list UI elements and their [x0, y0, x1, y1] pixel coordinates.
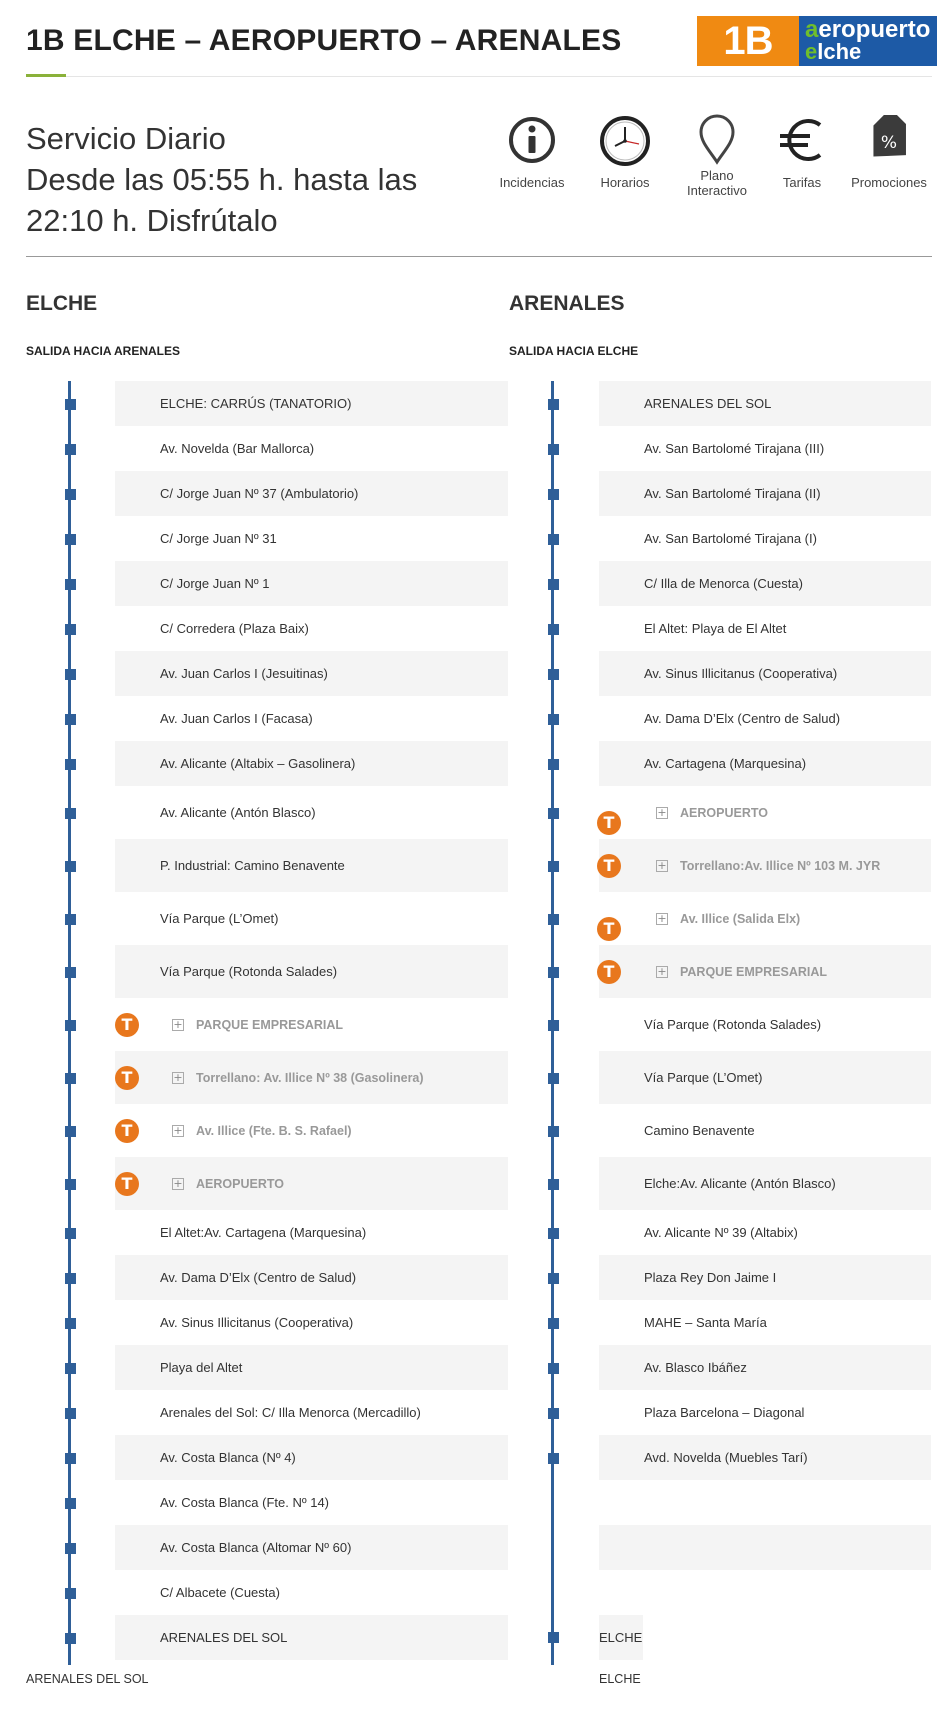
title-divider: [26, 76, 932, 77]
horarios-label: Horarios: [600, 175, 650, 190]
right-end-label: ELCHE: [599, 1672, 641, 1686]
info-icon: [507, 115, 557, 165]
stop-name: Elche:Av. Alicante (Antón Blasco): [644, 1176, 836, 1191]
tram-icon: T: [115, 1172, 139, 1196]
stop-name: Av. Juan Carlos I (Jesuitinas): [160, 666, 328, 681]
stop-item: [115, 471, 508, 516]
expand-icon[interactable]: +: [657, 964, 667, 978]
stop-item: [115, 606, 508, 651]
stop-item: [115, 1255, 508, 1300]
service-line-2: Desde las 05:55 h. hasta las: [26, 162, 418, 197]
stop-name: P. Industrial: Camino Benavente: [160, 858, 345, 873]
right-subheading: SALIDA HACIA ELCHE: [509, 344, 639, 358]
service-line-1: Servicio Diario: [26, 121, 226, 156]
stop-name: Av. Dama D’Elx (Centro de Salud): [160, 1270, 357, 1285]
tarifas-label: Tarifas: [782, 175, 822, 190]
service-description: [26, 118, 417, 241]
euro-icon: [776, 115, 828, 165]
expand-icon[interactable]: +: [657, 911, 667, 925]
stop-item: [599, 1300, 931, 1345]
stop-item: [115, 1570, 508, 1615]
clock-icon: [599, 115, 651, 167]
stop-name: Av. Alicante (Antón Blasco): [160, 805, 316, 820]
stop-name: Arenales del Sol: C/ Illa Menorca (Mercadillo): [160, 1405, 421, 1420]
promociones-label: Promociones: [851, 175, 927, 190]
stop-name: Av. Costa Blanca (Altomar Nº 60): [160, 1540, 352, 1555]
stop-name: Av. Sinus Illicitanus (Cooperativa): [644, 666, 838, 681]
stop-item: [115, 1345, 508, 1390]
tram-connection-item[interactable]: [115, 998, 508, 1051]
stop-name: PARQUE EMPRESARIAL: [680, 964, 828, 979]
stop-item: [599, 1390, 931, 1435]
stop-name: Av. Illice (Fte. B. S. Rafael): [196, 1123, 352, 1138]
stop-item: [599, 1435, 931, 1480]
stop-name: ELCHE: [599, 1630, 643, 1645]
expand-icon[interactable]: +: [173, 1070, 183, 1084]
route-line-right: [551, 381, 554, 1665]
stop-item: [599, 1157, 931, 1210]
stop-item: [599, 1051, 931, 1104]
stop-item: [115, 426, 508, 471]
left-heading: ELCHE: [26, 292, 98, 315]
stop-name: MAHE – Santa María: [644, 1315, 767, 1330]
stop-item: [115, 1390, 508, 1435]
stop-item: [599, 1104, 931, 1157]
stop-name: C/ Jorge Juan Nº 31: [160, 531, 277, 546]
stop-item: [115, 1525, 508, 1570]
stop-item: [599, 426, 931, 471]
stop-name: Av. San Bartolomé Tirajana (I): [644, 531, 817, 546]
plano-interactivo-button[interactable]: [669, 112, 765, 198]
left-subheading: SALIDA HACIA ARENALES: [26, 344, 181, 358]
stop-item: [115, 892, 508, 945]
tram-icon: T: [597, 811, 621, 835]
stop-name: Plaza Barcelona – Diagonal: [644, 1405, 805, 1420]
stop-name: Vía Parque (Rotonda Salades): [160, 964, 338, 979]
tram-connection-item[interactable]: [599, 839, 931, 892]
stop-name: Av. Costa Blanca (Fte. Nº 14): [160, 1495, 329, 1510]
stop-item: [115, 839, 508, 892]
empty-row: [599, 1525, 931, 1570]
stop-name: Avd. Novelda (Muebles Tarí): [644, 1450, 808, 1465]
left-end-label: ARENALES DEL SOL: [26, 1672, 149, 1686]
stop-item: [115, 741, 508, 786]
stop-name: Av. Alicante Nº 39 (Altabix): [644, 1225, 798, 1240]
stop-name: El Altet: Playa de El Altet: [644, 621, 787, 636]
stop-item: [115, 945, 508, 998]
stop-item: [599, 651, 931, 696]
stop-item: [599, 561, 931, 606]
tram-icon: T: [115, 1119, 139, 1143]
expand-icon[interactable]: +: [173, 1176, 183, 1190]
right-heading: ARENALES: [509, 292, 625, 315]
stop-item: [599, 606, 931, 651]
stop-name: Plaza Rey Don Jaime I: [644, 1270, 777, 1285]
stop-name: Vía Parque (Rotonda Salades): [644, 1017, 822, 1032]
stop-name: ELCHE: CARRÚS (TANATORIO): [160, 396, 352, 411]
stop-item: [115, 696, 508, 741]
stop-name: C/ Corredera (Plaza Baix): [160, 621, 309, 636]
stop-name: Torrellano:Av. Illice Nº 103 M. JYR: [680, 858, 881, 873]
empty-row: [599, 1480, 931, 1525]
title-accent-bar: [26, 74, 66, 77]
stop-name: Av. Cartagena (Marquesina): [644, 756, 807, 771]
stop-item: [599, 381, 931, 426]
stop-item: [599, 516, 931, 561]
tram-connection-item[interactable]: [599, 892, 931, 945]
stop-name: C/ Jorge Juan Nº 1: [160, 576, 270, 591]
stop-name: Av. Alicante (Altabix – Gasolinera): [160, 756, 356, 771]
stop-name: Av. Illice (Salida Elx): [680, 911, 801, 926]
stop-item: [115, 1615, 508, 1660]
stop-name: El Altet:Av. Cartagena (Marquesina): [160, 1225, 367, 1240]
line-logo: [697, 16, 937, 66]
stop-item: [115, 381, 508, 426]
tram-connection-item[interactable]: [599, 945, 931, 998]
stop-name: Av. San Bartolomé Tirajana (II): [644, 486, 821, 501]
stop-name: Vía Parque (L’Omet): [644, 1070, 763, 1085]
stop-name: ARENALES DEL SOL: [160, 1630, 288, 1645]
incidencias-label: Incidencias: [499, 175, 565, 190]
stop-item: [599, 1255, 931, 1300]
stop-item: [599, 741, 931, 786]
stop-name: PARQUE EMPRESARIAL: [196, 1017, 344, 1032]
section-divider: [26, 256, 932, 257]
stop-name: C/ Albacete (Cuesta): [160, 1585, 280, 1600]
stop-name: Torrellano: Av. Illice Nº 38 (Gasolinera): [196, 1070, 424, 1085]
stop-name: Av. Novelda (Bar Mallorca): [160, 441, 315, 456]
expand-icon[interactable]: +: [657, 805, 667, 819]
route-line-left: [68, 381, 71, 1665]
logo-airport-elche: aeropuerto elche: [799, 16, 937, 66]
stop-name: AEROPUERTO: [196, 1176, 284, 1191]
svg-text:%: %: [880, 133, 898, 153]
logo-line-number: 1B: [697, 16, 799, 66]
stop-name: Av. Sinus Illicitanus (Cooperativa): [160, 1315, 354, 1330]
tram-icon: T: [597, 917, 621, 941]
map-pin-icon: [697, 112, 737, 166]
stop-item: [599, 1210, 931, 1255]
expand-icon[interactable]: +: [173, 1123, 183, 1137]
promociones-button[interactable]: [841, 115, 937, 190]
stop-name: Av. Costa Blanca (Nº 4): [160, 1450, 296, 1465]
stop-item: [115, 516, 508, 561]
incidencias-button[interactable]: [484, 115, 580, 190]
stop-item: [115, 651, 508, 696]
stop-name: Playa del Altet: [160, 1360, 243, 1375]
stop-item: [599, 1345, 931, 1390]
page-title: 1B ELCHE – AEROPUERTO – ARENALES: [26, 24, 622, 57]
empty-row: [599, 1570, 931, 1615]
stop-name: Vía Parque (L’Omet): [160, 911, 279, 926]
plano-interactivo-label: Plano Interactivo: [687, 168, 747, 198]
tram-connection-item[interactable]: [115, 1104, 508, 1157]
stop-name: ARENALES DEL SOL: [644, 396, 772, 411]
stop-name: Av. Juan Carlos I (Facasa): [160, 711, 313, 726]
stop-item: [599, 696, 931, 741]
stop-name: C/ Illa de Menorca (Cuesta): [644, 576, 803, 591]
stop-name: AEROPUERTO: [680, 805, 768, 820]
tram-connection-item[interactable]: [115, 1157, 508, 1210]
stop-item: [115, 1435, 508, 1480]
tram-icon: T: [597, 854, 621, 878]
stop-name: Av. Blasco Ibáñez: [644, 1360, 747, 1375]
expand-icon[interactable]: +: [173, 1017, 183, 1031]
stop-item: [599, 471, 931, 516]
stop-item-final: [599, 1615, 643, 1660]
stop-item: [115, 561, 508, 606]
stop-item: [115, 1480, 508, 1525]
service-line-3: 22:10 h. Disfrútalo: [26, 203, 278, 238]
stop-name: Av. San Bartolomé Tirajana (III): [644, 441, 825, 456]
tram-connection-item[interactable]: [115, 1051, 508, 1104]
stop-name: Camino Benavente: [644, 1123, 755, 1138]
stop-item: [599, 998, 931, 1051]
tram-connection-item[interactable]: [599, 786, 931, 839]
tarifas-button[interactable]: [754, 115, 850, 190]
stop-name: Av. Dama D’Elx (Centro de Salud): [644, 711, 841, 726]
horarios-button[interactable]: [577, 115, 673, 190]
tram-icon: T: [597, 960, 621, 984]
tram-icon: T: [115, 1066, 139, 1090]
stop-item: [115, 1300, 508, 1345]
expand-icon[interactable]: +: [657, 858, 667, 872]
tram-icon: T: [115, 1013, 139, 1037]
stop-name: C/ Jorge Juan Nº 37 (Ambulatorio): [160, 486, 359, 501]
stop-item: [115, 786, 508, 839]
discount-tag-icon: [863, 115, 915, 167]
stop-item: [115, 1210, 508, 1255]
